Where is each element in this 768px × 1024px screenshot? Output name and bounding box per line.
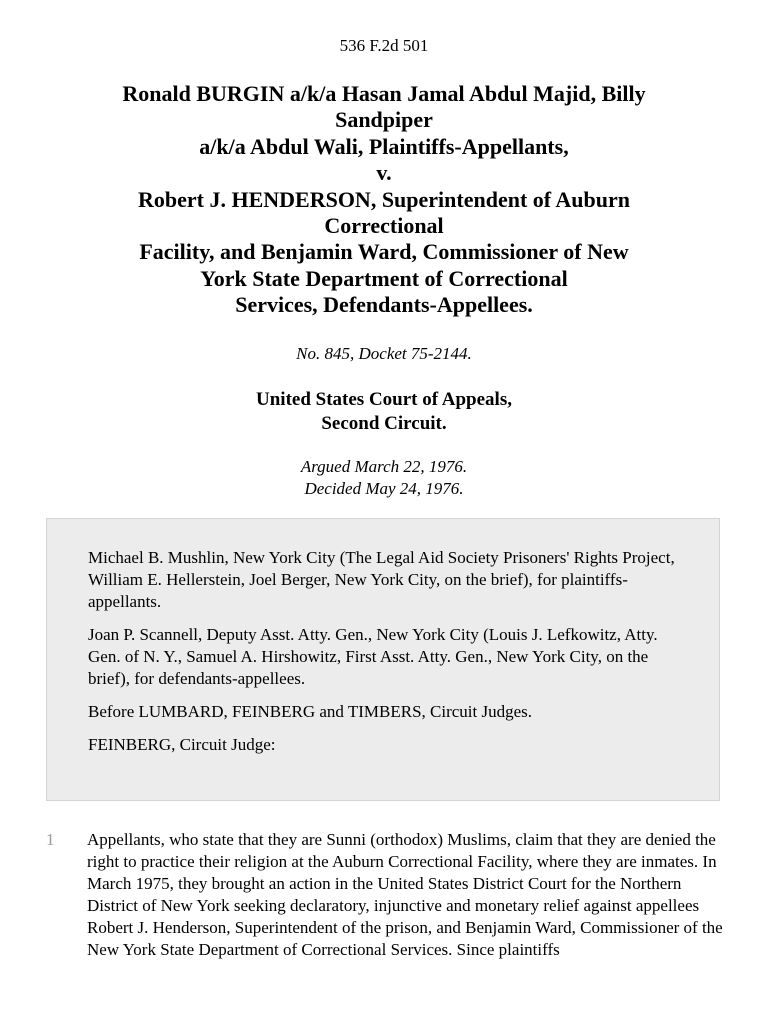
opinion-author: FEINBERG, Circuit Judge: [88, 735, 276, 754]
case-dates [0, 456, 768, 500]
case-title-line: Facility, and Benjamin Ward, Commissioner of New [139, 239, 629, 265]
case-title-line: Ronald BURGIN a/k/a Hasan Jamal Abdul Majid, Billy [122, 81, 646, 106]
case-title-line: Correctional [324, 213, 444, 239]
court-name [0, 388, 768, 436]
court-name-line: United States Court of Appeals, [256, 389, 512, 410]
paragraph-number: 1 [46, 830, 55, 849]
case-title [70, 81, 698, 319]
docket-number: No. 845, Docket 75-2144. [296, 344, 472, 363]
case-title-line: v. [376, 160, 392, 186]
counsel-panel [46, 518, 720, 801]
decided-date: Decided May 24, 1976. [304, 479, 464, 498]
case-title-line: Robert J. HENDERSON, Superintendent of Auburn [137, 186, 630, 212]
case-title-line: Services, Defendants-Appellees. [235, 292, 533, 318]
court-name-line: Second Circuit. [321, 413, 447, 434]
case-title-line: a/k/a Abdul Wali, Plaintiffs-Appellants, [199, 133, 569, 159]
case-title-line: York State Department of Correctional [200, 265, 568, 291]
opinion-paragraph: Appellants, who state that they are Sunni (orthodox) Muslims, claim that they are denied the right to practice their religion at the Auburn Correctional Facility, where they are inmates. In March 1975, they brought an action in the United States District Court for the Northern District of New York seeking declaratory, injunctive and monetary relief against appellees Robert J. Henderson, Superintendent of the prison, and Benjamin Ward, Commissioner of the New York State Department of Correctional Services. Since plaintiffs [87, 830, 723, 959]
appellants-counsel: Michael B. Mushlin, New York City (The Legal Aid Society Prisoners' Rights Project, William E. Hellerstein, Joel Berger, New York City, on the brief), for plaintiffs-appellants. [88, 548, 675, 611]
argued-date: Argued March 22, 1976. [300, 457, 468, 476]
judicial-panel: Before LUMBARD, FEINBERG and TIMBERS, Circuit Judges. [88, 702, 533, 721]
case-title-line: Sandpiper [335, 107, 433, 133]
case-citation: 536 F.2d 501 [339, 36, 429, 55]
appellees-counsel: Joan P. Scannell, Deputy Asst. Atty. Gen., New York City (Louis J. Lefkowitz, Atty. Gen. of N. Y., Samuel A. Hirshowitz, First Asst. Atty. Gen., New York City, on the brief), for defendants-appellees. [88, 625, 658, 688]
